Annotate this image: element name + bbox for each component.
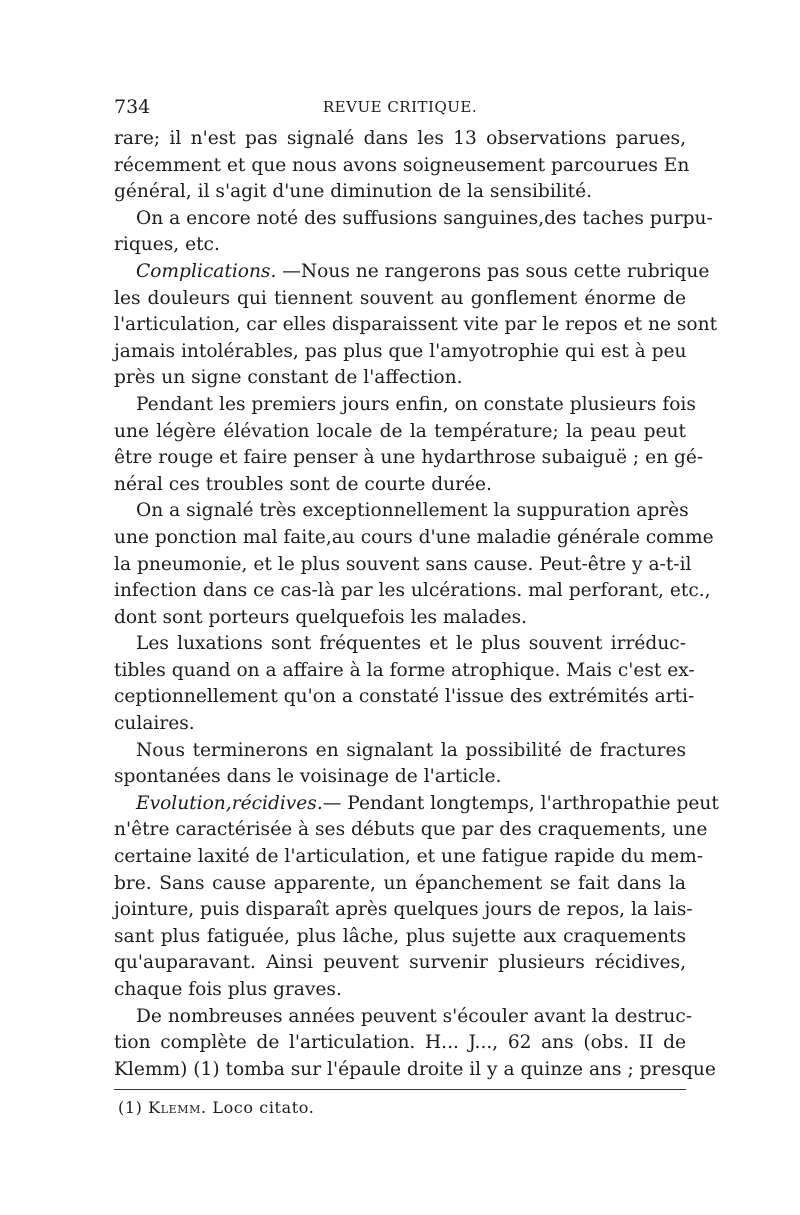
text-line [114,206,713,233]
text-line [114,419,686,446]
line-text: Pendant les premiers jours enfin, on constate plusieurs fois [136,393,696,415]
line-text: dont sont porteurs quelquefois les malades. [114,606,528,628]
line-text: De nombreuses années peuvent s'écouler avant la destruc- [136,1005,693,1027]
text-line [114,286,686,313]
text-line [114,445,704,472]
text-line [114,684,695,711]
text-line [114,578,711,605]
text-line [114,950,686,977]
line-text: chaque fois plus graves. [114,979,342,1000]
text-line [114,1004,693,1031]
line-text: récemment et que nous avons soigneusement parcourues En [114,154,690,176]
line-text: On a encore noté des suffusions sanguines,des taches purpu- [136,207,713,229]
line-text: spontanées dans le voisinage de l'article. [114,766,502,788]
line-text: une ponction mal faite,au cours d'une maladie générale comme [114,526,714,548]
text-line [114,897,693,924]
footnote-divider [114,1089,686,1090]
text-line [114,924,686,951]
page-number: 734 [114,96,151,118]
line-text: la pneumonie, et le plus souvent sans cause. Peut-être y a-t-il [114,553,692,575]
footnote-author: Klemm. [148,1098,207,1118]
text-line [114,764,686,791]
text-line [114,844,704,871]
text-line [114,817,708,844]
line-text: qu'auparavant. Ainsi peuvent survenir plusieurs récidives, [114,952,686,974]
line-text: culaires. [114,713,195,735]
line-text: les douleurs qui tiennent souvent au gonflement énorme de [114,287,686,309]
section-heading: Evolution,récidives. [136,792,323,814]
text-line [114,179,686,206]
line-text: tion complète de l'articulation. H... J..., 62 ans (obs. II de [114,1032,686,1054]
text-line [114,392,696,419]
line-text: ceptionnellement qu'on a constaté l'issue des extrémités arti- [114,686,695,708]
text-line [114,312,718,339]
line-text: bre. Sans cause apparente, un épanchement se fait dans la [114,872,686,894]
text-line [114,711,686,738]
line-text: certaine laxité de l'articulation, et une fatigue rapide du mem- [114,846,704,868]
text-line [114,259,710,286]
line-text: jamais intolérables, pas plus que l'amyotrophie qui est à peu [114,340,687,362]
line-text: riques, etc. [114,234,220,256]
footnote [114,1098,686,1117]
text-line [114,472,686,499]
text-line [114,738,686,765]
text-line [114,126,686,153]
text-line [114,977,686,1004]
line-text: rare; il n'est pas signalé dans les 13 observations parues, [114,128,686,149]
text-line [114,552,692,579]
page-header [114,92,686,126]
footnote-text: Loco citato. [206,1098,315,1118]
line-text: près un signe constant de l'affection. [114,367,463,389]
line-text: — Pendant longtemps, l'arthropathie peut [322,792,719,814]
body-text [114,126,719,1083]
text-line [114,1030,686,1057]
text-line [114,605,686,632]
text-line [114,232,686,259]
line-text: l'articulation, car elles disparaissent vite par le repos et ne sont [114,314,718,336]
text-line [114,658,695,685]
line-text: Klemm) (1) tomba sur l'épaule droite il y a quinze ans ; presque [114,1058,716,1080]
text-line [114,871,686,898]
line-text: Les luxations sont fréquentes et le plus souvent irréduc- [136,633,686,655]
section-heading: Complications. [136,260,277,282]
line-text: tibles quand on a affaire à la forme atrophique. Mais c'est ex- [114,659,695,681]
line-text: être rouge et faire penser à une hydarthrose subaiguë ; en gé- [114,447,704,469]
line-text: général, il s'agit d'une diminution de la sensibilité. [114,181,593,203]
running-title: REVUE CRITIQUE. [322,98,478,116]
text-line [114,631,686,658]
line-text: On a signalé très exceptionnellement la suppuration après [136,500,689,522]
text-line [114,498,689,525]
footnote-marker: (1) [118,1098,143,1118]
line-text: infection dans ce cas-là par les ulcérations. mal perforant, etc., [114,580,711,602]
text-line [114,153,690,180]
text-line [114,1057,716,1084]
text-line [114,791,719,818]
line-text: Nous terminerons en signalant la possibilité de fractures [136,739,686,761]
text-line [114,339,686,366]
page [114,92,719,1118]
line-text: néral ces troubles sont de courte durée. [114,473,492,495]
line-text: sant plus fatiguée, plus lâche, plus sujette aux craquements [114,925,686,947]
line-text: jointure, puis disparaît après quelques jours de repos, la lais- [114,899,693,921]
text-line [114,525,714,552]
text-line [114,365,686,392]
line-text: une légère élévation locale de la température; la peau peut [114,420,686,442]
line-text: n'être caractérisée à ses débuts que par des craquements, une [114,819,708,841]
line-text: —Nous ne rangerons pas sous cette rubrique [276,260,710,282]
